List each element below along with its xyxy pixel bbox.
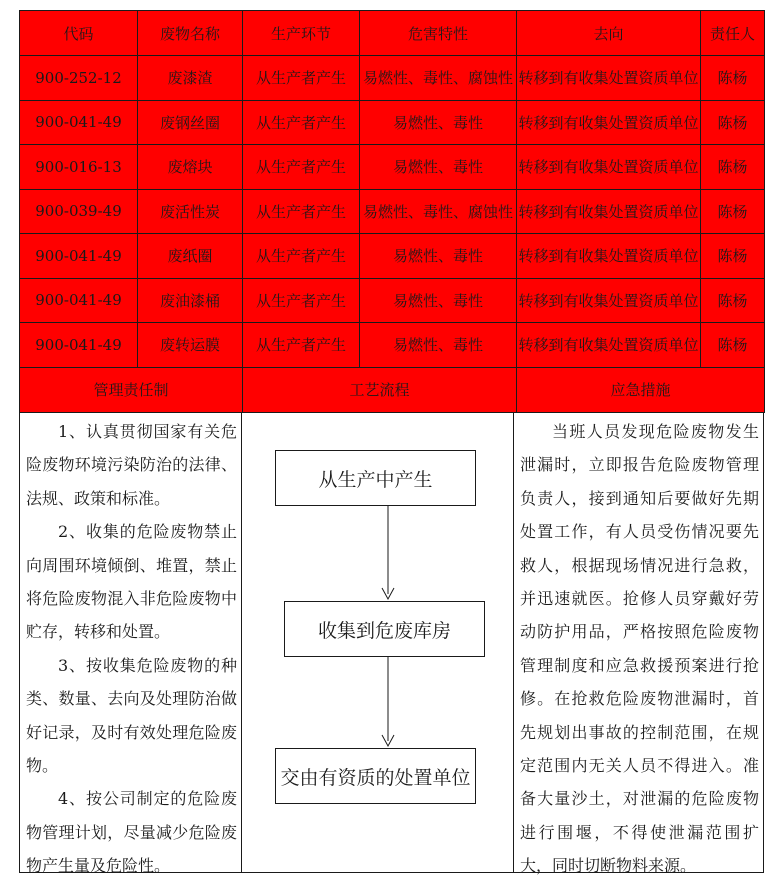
- section-management-title: 管理责任制: [20, 367, 243, 412]
- cell-destination: 转移到有收集处置资质单位: [517, 323, 701, 368]
- management-item: 4、按公司制定的危险废物管理计划，尽量减少危险废物产生量及危险性。: [26, 789, 237, 876]
- cell-code: 900-016-13: [20, 145, 138, 190]
- section-process-title: 工艺流程: [243, 367, 517, 412]
- cell-code: 900-039-49: [20, 189, 138, 234]
- bottom-section: [19, 412, 764, 876]
- management-text: [20, 413, 241, 883]
- cell-owner: 陈杨: [701, 56, 765, 101]
- cell-owner: 陈杨: [701, 189, 765, 234]
- cell-hazard: 易燃性、毒性: [360, 323, 517, 368]
- table-row: [20, 278, 765, 323]
- cell-stage: 从生产者产生: [243, 234, 360, 279]
- hazardous-waste-sheet: [19, 10, 764, 876]
- cell-hazard: 易燃性、毒性、腐蚀性: [360, 56, 517, 101]
- cell-destination: 转移到有收集处置资质单位: [517, 145, 701, 190]
- cell-owner: 陈杨: [701, 278, 765, 323]
- table-row: [20, 145, 765, 190]
- cell-stage: 从生产者产生: [243, 56, 360, 101]
- cell-destination: 转移到有收集处置资质单位: [517, 234, 701, 279]
- cell-owner: 陈杨: [701, 100, 765, 145]
- process-column: [241, 412, 514, 873]
- table-row: [20, 100, 765, 145]
- cell-destination: 转移到有收集处置资质单位: [517, 189, 701, 234]
- table-row: [20, 56, 765, 101]
- header-owner: 责任人: [701, 11, 765, 56]
- cell-name: 废钢丝圈: [138, 100, 243, 145]
- flow-step-dispose: 交由有资质的处置单位: [275, 748, 476, 804]
- cell-owner: 陈杨: [701, 234, 765, 279]
- cell-hazard: 易燃性、毒性: [360, 278, 517, 323]
- cell-code: 900-041-49: [20, 323, 138, 368]
- management-column: [19, 412, 242, 876]
- cell-name: 废活性炭: [138, 189, 243, 234]
- cell-name: 废转运膜: [138, 323, 243, 368]
- flow-step-collect: 收集到危废库房: [284, 601, 485, 657]
- cell-stage: 从生产者产生: [243, 278, 360, 323]
- cell-stage: 从生产者产生: [243, 100, 360, 145]
- header-destination: 去向: [517, 11, 701, 56]
- cell-code: 900-041-49: [20, 278, 138, 323]
- cell-destination: 转移到有收集处置资质单位: [517, 56, 701, 101]
- header-code: 代码: [20, 11, 138, 56]
- cell-stage: 从生产者产生: [243, 145, 360, 190]
- management-item: 1、认真贯彻国家有关危险废物环境污染防治的法律、法规、政策和标准。: [26, 422, 237, 508]
- cell-destination: 转移到有收集处置资质单位: [517, 100, 701, 145]
- cell-owner: 陈杨: [701, 323, 765, 368]
- cell-code: 900-041-49: [20, 234, 138, 279]
- table-row: [20, 234, 765, 279]
- flow-step-produce: 从生产中产生: [275, 450, 476, 506]
- cell-hazard: 易燃性、毒性、腐蚀性: [360, 189, 517, 234]
- cell-name: 废熔块: [138, 145, 243, 190]
- emergency-column: [513, 412, 764, 876]
- emergency-text-block: [514, 413, 763, 883]
- cell-name: 废纸圈: [138, 234, 243, 279]
- header-name: 废物名称: [138, 11, 243, 56]
- cell-stage: 从生产者产生: [243, 189, 360, 234]
- management-item: 2、收集的危险废物禁止向周围环境倾倒、堆置，禁止将危险废物混入非危险废物中贮存，转移和处置。: [26, 522, 237, 642]
- cell-owner: 陈杨: [701, 145, 765, 190]
- table-row: [20, 323, 765, 368]
- waste-table: [19, 10, 765, 413]
- cell-code: 900-041-49: [20, 100, 138, 145]
- cell-destination: 转移到有收集处置资质单位: [517, 278, 701, 323]
- cell-hazard: 易燃性、毒性: [360, 145, 517, 190]
- table-header-row: [20, 11, 765, 56]
- section-header-row: [20, 367, 765, 412]
- header-stage: 生产环节: [243, 11, 360, 56]
- management-item: 3、按收集危险废物的种类、数量、去向及处理防治做好记录，及时有效处理危险废物。: [26, 655, 237, 776]
- cell-name: 废漆渣: [138, 56, 243, 101]
- cell-name: 废油漆桶: [138, 278, 243, 323]
- cell-hazard: 易燃性、毒性: [360, 234, 517, 279]
- cell-code: 900-252-12: [20, 56, 138, 101]
- header-hazard: 危害特性: [360, 11, 517, 56]
- section-emergency-title: 应急措施: [517, 367, 765, 412]
- table-row: [20, 189, 765, 234]
- cell-stage: 从生产者产生: [243, 323, 360, 368]
- emergency-text: 当班人员发现危险废物发生泄漏时，立即报告危险废物管理负责人，接到通知后要做好先期处置工作，有人员受伤情况要先救人，根据现场情况进行急救，并迅速就医。抢修人员穿戴好劳动防护用品，严格按照危险废物管理制度和应急救援预案进行抢修。在抢救危险废物泄漏时，首先规划出事故的控制范围，在规定范围内无关人员不得进入。准备大量沙土，对泄漏的危险废物进行围堰，不得使泄漏范围扩大，同时切断物料来源。: [520, 422, 759, 876]
- cell-hazard: 易燃性、毒性: [360, 100, 517, 145]
